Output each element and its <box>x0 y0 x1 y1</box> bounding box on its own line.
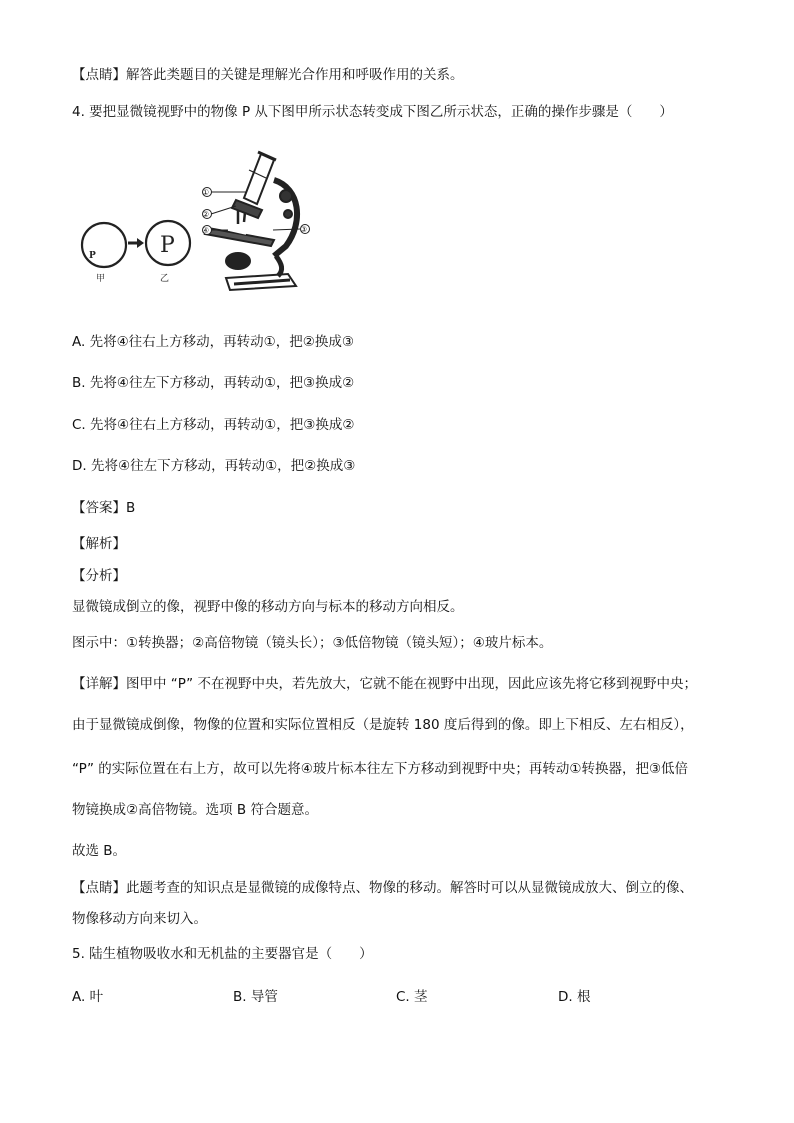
analysis-line-1: 显微镜成倒立的像，视野中像的移动方向与标本的移动方向相反。 <box>72 599 464 615</box>
letter-p-small: P <box>89 251 96 261</box>
option-b: B. 先将④往左下方移动，再转动①，把③换成② <box>72 375 355 391</box>
letter-p-large: P <box>160 233 175 258</box>
label-yi: 乙 <box>160 274 170 284</box>
answer: 【答案】B <box>72 500 136 516</box>
conclusion: 故选 B。 <box>72 843 127 859</box>
previous-dianjing: 【点睛】解答此类题目的关键是理解光合作用和呼吸作用的关系。 <box>72 67 464 83</box>
detail-line-2: 由于显微镜成倒像，物像的位置和实际位置相反（是旋转 180 度后得到的像。即上下相反、左右相反）， <box>72 717 694 733</box>
jiexi-heading: 【解析】 <box>72 536 126 552</box>
microscope-figure <box>78 148 338 303</box>
detail-line-3: “P” 的实际位置在右上方，故可以先将④玻片标本往左下方移动到视野中央；再转动①转换器，把③低倍 <box>72 761 689 777</box>
detail-line-4: 物镜换成②高倍物镜。选项 B 符合题意。 <box>72 802 318 818</box>
question-5-stem: 5. 陆生植物吸收水和无机盐的主要器官是（ ） <box>72 946 373 962</box>
detail-line-1: 【详解】图甲中 “P” 不在视野中央，若先放大，它就不能在视野中出现，因此应该先将它移到视野中央； <box>72 676 697 692</box>
label-jia: 甲 <box>96 274 106 284</box>
microscope-drawing <box>205 152 300 290</box>
fenxi-heading: 【分析】 <box>72 568 126 584</box>
dianjing-line-2: 物像移动方向来切入。 <box>72 911 207 927</box>
question-4-stem: 4. 要把显微镜视野中的物像 P 从下图甲所示状态转变成下图乙所示状态，正确的操作步骤是（ ） <box>72 104 673 120</box>
option-c: C. 先将④往右上方移动，再转动①，把③换成② <box>72 417 355 433</box>
analysis-line-2: 图示中：①转换器；②高倍物镜（镜头长）；③低倍物镜（镜头短）；④玻片标本。 <box>72 635 553 651</box>
dianjing-line-1: 【点睛】此题考查的知识点是显微镜的成像特点、物像的移动。解答时可以从显微镜成放大、倒立的像、 <box>72 880 693 896</box>
mark-3: ③ <box>300 225 308 234</box>
q5-option-a: A. 叶 <box>72 989 104 1005</box>
q5-option-c: C. 茎 <box>396 989 428 1005</box>
mark-4: ④ <box>202 226 210 235</box>
option-a: A. 先将④往右上方移动，再转动①，把②换成③ <box>72 334 354 350</box>
mark-1: ① <box>202 188 210 197</box>
mark-2: ② <box>202 210 210 219</box>
q5-option-d: D. 根 <box>558 989 591 1005</box>
q5-option-b: B. 导管 <box>233 989 278 1005</box>
arrow-icon <box>137 238 144 248</box>
option-d: D. 先将④往左下方移动，再转动①，把②换成③ <box>72 458 356 474</box>
